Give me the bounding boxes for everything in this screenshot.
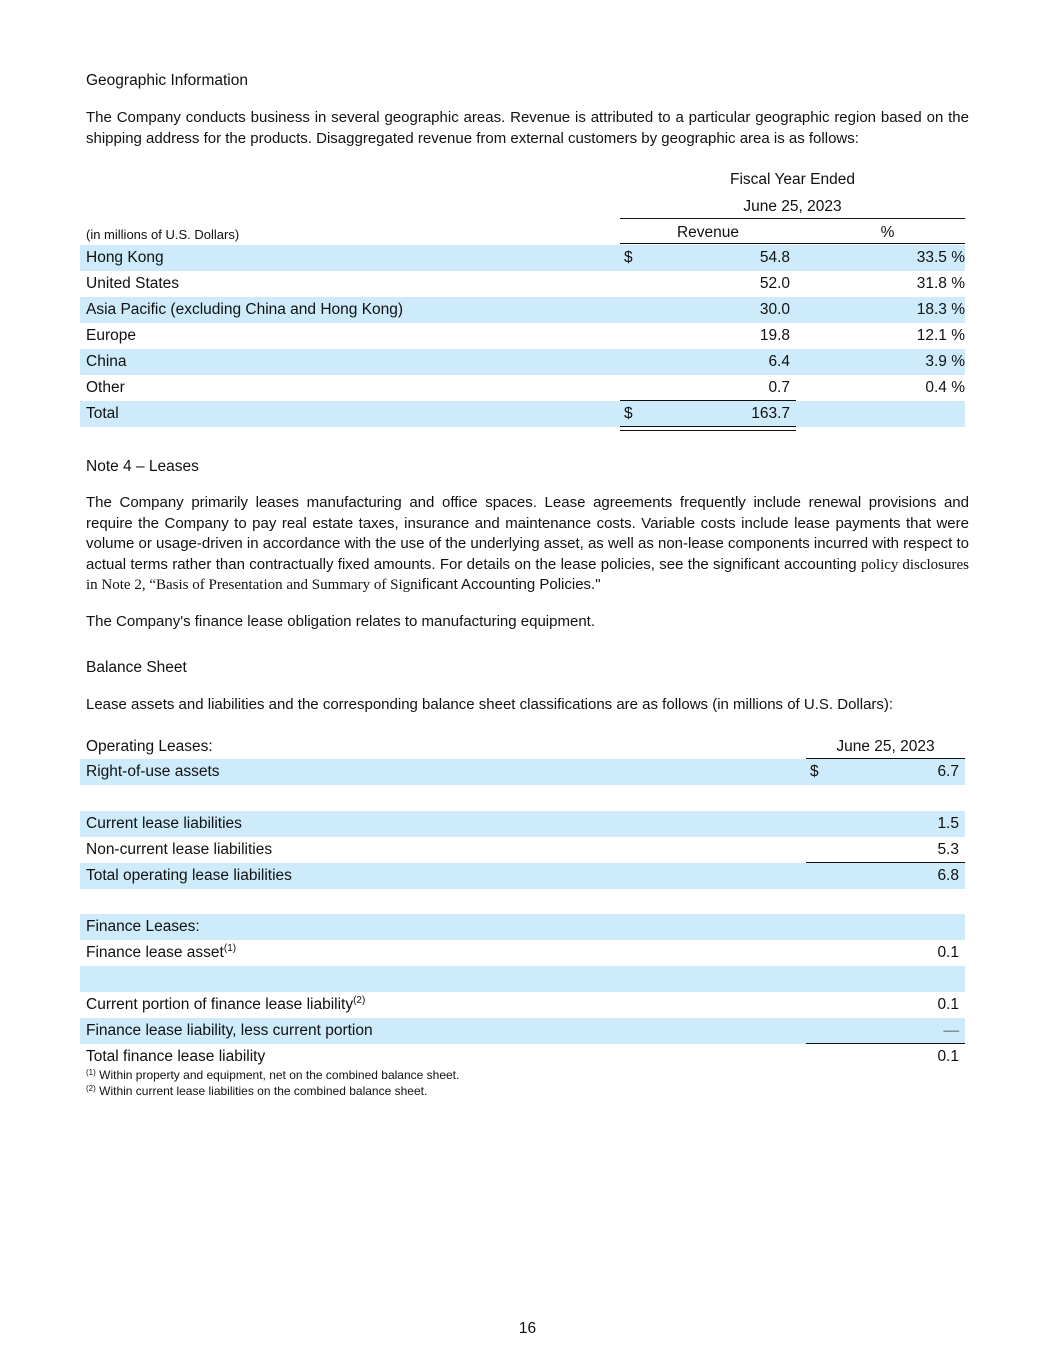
geo-row-label: Other — [86, 379, 125, 396]
geo-row-revenue: 19.8 — [759, 327, 790, 344]
rou-assets-value: 6.7 — [937, 763, 959, 780]
balance-intro: Lease assets and liabilities and the corresponding balance sheet classifications are as follows (in millions of U.S. Dollars): — [86, 696, 894, 713]
operating-leases-title: Operating Leases: — [86, 738, 213, 755]
finance-lease-asset-text: Finance lease asset — [86, 944, 224, 961]
noncurrent-lease-liabilities-value: 5.3 — [937, 841, 959, 858]
balance-heading: Balance Sheet — [86, 659, 187, 676]
rou-assets-label: Right-of-use assets — [86, 763, 220, 780]
footnote-2 — [86, 1083, 427, 1099]
footnote-2-text: Within current lease liabilities on the combined balance sheet. — [95, 1084, 428, 1098]
geo-row-revenue: 6.4 — [768, 353, 790, 370]
geo-row-percent: 12.1 % — [916, 327, 965, 344]
geo-col-revenue: Revenue — [676, 224, 740, 241]
geo-row-label: China — [86, 353, 127, 370]
finance-current-label — [86, 992, 365, 1018]
footnote-ref: (2) — [353, 995, 366, 1006]
geo-row-label: Hong Kong — [86, 249, 164, 266]
geo-row-revenue: 30.0 — [759, 301, 790, 318]
geo-heading: Geographic Information — [86, 72, 248, 89]
row-band — [80, 401, 965, 427]
footnote-1-marker: (1) — [86, 1068, 96, 1077]
finance-lease-asset-label — [86, 940, 236, 966]
geo-row-label: United States — [86, 275, 180, 292]
note4-paragraph1 — [86, 493, 969, 596]
note4-paragraph2: The Company's finance lease obligation relates to manufacturing equipment. — [86, 613, 595, 630]
geo-total-dollar: $ — [624, 405, 633, 422]
geo-row-percent: 3.9 % — [925, 353, 965, 370]
geo-row-dollar: $ — [624, 249, 633, 266]
geo-row-label: Asia Pacific (excluding China and Hong Kong) — [86, 301, 404, 318]
geo-col-percent: % — [880, 224, 895, 241]
finance-current-value: 0.1 — [937, 996, 959, 1013]
geo-row-percent: 18.3 % — [916, 301, 965, 318]
total-operating-lease-label: Total operating lease liabilities — [86, 867, 292, 884]
row-band — [80, 966, 965, 992]
finance-total-label: Total finance lease liability — [86, 1048, 266, 1065]
rou-assets-dollar: $ — [810, 763, 819, 780]
footnote-2-marker: (2) — [86, 1084, 96, 1093]
geo-header-line2: June 25, 2023 — [743, 198, 842, 215]
geo-row-revenue: 54.8 — [759, 249, 790, 266]
page-number: 16 — [518, 1320, 537, 1337]
current-lease-liabilities-value: 1.5 — [937, 815, 959, 832]
note4-heading: Note 4 – Leases — [86, 458, 199, 475]
footnote-1 — [86, 1067, 459, 1083]
noncurrent-lease-liabilities-label: Non-current lease liabilities — [86, 841, 273, 858]
finance-lease-asset-value: 0.1 — [937, 944, 959, 961]
finance-total-value: 0.1 — [937, 1048, 959, 1065]
geo-units-label: (in millions of U.S. Dollars) — [86, 227, 240, 242]
finance-less-current-label: Finance lease liability, less current portion — [86, 1022, 373, 1039]
footnote-ref: (1) — [223, 943, 237, 954]
geo-total-label: Total — [86, 405, 119, 422]
finance-current-text: Current portion of finance lease liability — [86, 996, 354, 1013]
balance-date-header: June 25, 2023 — [836, 738, 935, 755]
footnote-1-text: Within property and equipment, net on the combined balance sheet. — [95, 1068, 460, 1082]
geo-total-double-rule — [620, 426, 796, 431]
note4-paragraph1-text: The Company primarily leases manufacturing and office spaces. Lease agreements frequently include renewal provisions and require the Company to pay real estate taxes, insurance and maintenance costs. Variable costs include lease payments that were volume or usage-driven in accordance with the use of the underlying asset, as well as non-lease components incurred with respect to actual terms rather than contractually fixed amounts. For details on the lease policies, see the significant accounting — [86, 494, 969, 573]
geo-colhead-rule — [620, 243, 965, 244]
row-band — [80, 914, 965, 940]
geo-paragraph: The Company conducts business in several geographic areas. Revenue is attributed to a particular geographic region based on the shipping address for the products. Disaggregated revenue from external customers by geographic area is as follows: — [86, 109, 969, 147]
finance-less-current-value: — — [943, 1022, 959, 1039]
finance-leases-title: Finance Leases: — [86, 918, 200, 935]
note4-paragraph1-serif: policy disclosures in Note 2, “Basis of Presentation and Summary of Signi — [86, 556, 970, 593]
total-operating-lease-value: 6.8 — [937, 867, 959, 884]
geo-header-rule — [620, 218, 965, 219]
current-lease-liabilities-label: Current lease liabilities — [86, 815, 242, 832]
geo-row-revenue: 0.7 — [768, 379, 790, 396]
geo-row-revenue: 52.0 — [759, 275, 790, 292]
geo-row-percent: 0.4 % — [925, 379, 965, 396]
geo-row-label: Europe — [86, 327, 136, 344]
geo-total-revenue: 163.7 — [751, 405, 790, 422]
note4-paragraph1-tail: ficant Accounting Policies." — [421, 576, 601, 593]
geo-header-line1: Fiscal Year Ended — [730, 171, 855, 188]
geo-row-percent: 31.8 % — [916, 275, 965, 292]
geo-row-percent: 33.5 % — [916, 249, 965, 266]
